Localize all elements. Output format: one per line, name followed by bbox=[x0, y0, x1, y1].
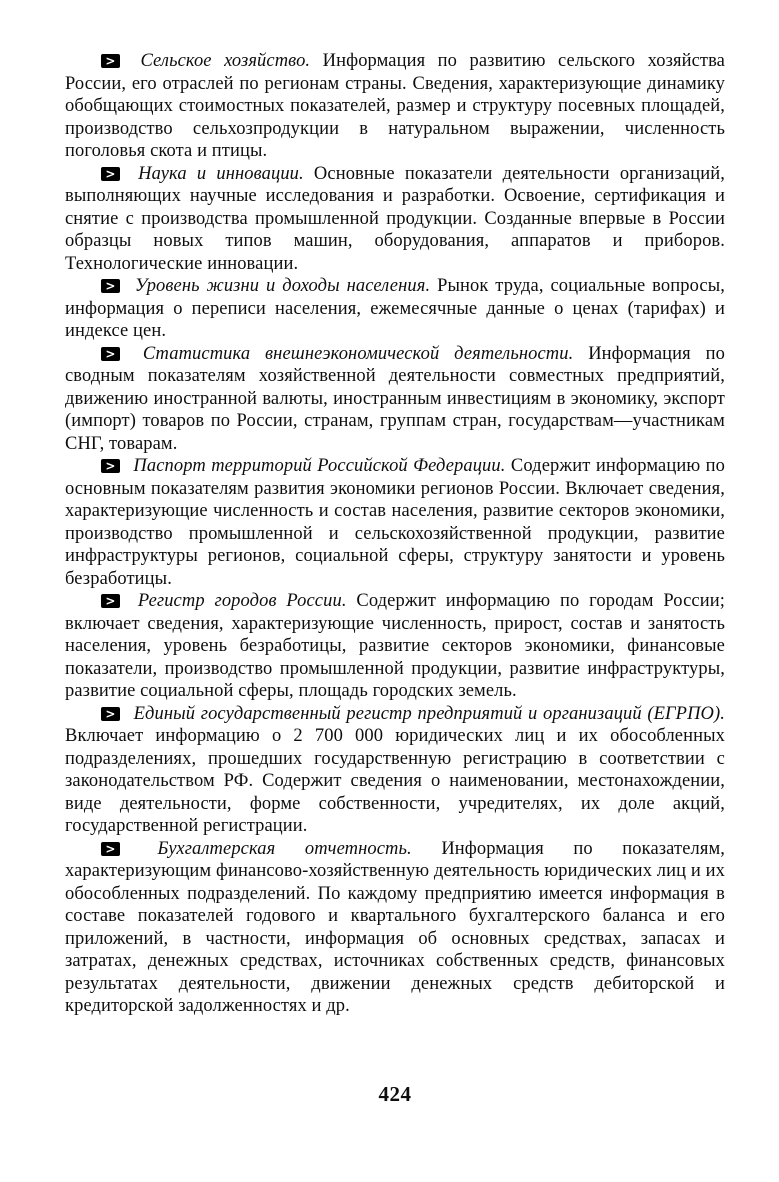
arrow-bullet-icon: > bbox=[101, 459, 120, 473]
paragraph-accounting-reports bbox=[65, 838, 725, 1018]
entry-title: Наука и инновации. bbox=[138, 163, 304, 184]
arrow-bullet-icon: > bbox=[101, 167, 120, 181]
paragraph-cities-register bbox=[65, 590, 725, 703]
arrow-bullet-icon: > bbox=[101, 594, 120, 608]
arrow-bullet-icon: > bbox=[101, 54, 120, 68]
entry-body: Содержит информацию по основным показателям развития экономики регионов России. Включает сведения, характеризующие численность и состав населения, развитие секторов экономики, производство промышленной и сельскохозяйственной продукции, развитие инфраструктуры регионов, социальной сферы, структуру занятости и уровень безработицы. bbox=[65, 456, 726, 589]
paragraph-living-standards bbox=[65, 275, 725, 343]
entry-title: Уровень жизни и доходы населения. bbox=[134, 276, 431, 296]
entry-body: Информация по сводным показателям хозяйственной деятельности совместных предприятий, движению иностранной валюты, иностранным инвестициям в экономику, экспорт (импорт) товаров по России, странам, группам стран, государствам—участникам СНГ, товарам. bbox=[65, 343, 725, 454]
paragraph-agriculture bbox=[65, 50, 725, 163]
arrow-bullet-icon: > bbox=[101, 707, 120, 721]
paragraph-egrpo-register bbox=[65, 703, 725, 838]
paragraph-science-innovation bbox=[65, 163, 725, 276]
entry-body: Содержит информацию по городам России; включает сведения, характеризующие численность, прирост, состав и занятость населения, уровень безработицы, развитие секторов экономики, финансовые показатели, производство промышленной продукции, развитие инфраструктуры, развитие социальной сферы, площадь городских земель. bbox=[65, 591, 725, 701]
arrow-bullet-icon: > bbox=[101, 347, 120, 361]
entry-title: Паспорт территорий Российской Федерации. bbox=[133, 456, 506, 476]
entry-title: Статистика внешнеэкономической деятельности. bbox=[142, 343, 574, 364]
paragraph-territory-passport bbox=[65, 455, 725, 590]
entry-body: Включает информацию о 2 700 000 юридических лиц и их обособленных подразделениях, прошедших государственную регистрацию в соответствии с законодательством РФ. Содержит сведения о наименовании, местонахождении, виде деятельности, форме собственности, учредителях, их доле акций, государственной регистрации. bbox=[65, 726, 725, 836]
entry-body: Информация по развитию сельского хозяйства России, его отраслей по регионам страны. Сведения, характеризующие динамику обобщающих стоимостных показателей, размер и структуру посевных площадей, производство сельхозпродукции в натуральном выражении, численность поголовья скота и птицы. bbox=[65, 51, 725, 161]
entry-title: Регистр городов России. bbox=[137, 591, 347, 611]
text-column bbox=[65, 50, 725, 1018]
paragraph-foreign-trade-statistics bbox=[65, 343, 725, 456]
entry-body: Рынок труда, социальные вопросы, информация о переписи населения, ежемесячные данные о ценах (тарифах) и индексе цен. bbox=[65, 276, 725, 341]
entry-title: Бухгалтерская отчетность. bbox=[157, 838, 412, 859]
arrow-bullet-icon: > bbox=[101, 279, 120, 293]
arrow-bullet-icon: > bbox=[101, 842, 120, 856]
entry-title: Сельское хозяйство. bbox=[140, 51, 311, 71]
entry-body: Информация по показателям, характеризующим финансово-хозяйственную деятельность юридических лиц и их обособленных подразделений. По каждому предприятию имеется информация в составе показателей годового и квартального бухгалтерского баланса и его приложений, в частности, информация об основных средствах, запасах и затратах, денежных средствах, источниках собственных средств, финансовых результатах деятельности, движении денежных средств дебиторской и кредиторской задолженностях и др. bbox=[65, 838, 725, 1016]
page-number: 424 bbox=[378, 1082, 412, 1106]
entry-title: Единый государственный регистр предприятий и организаций (ЕГРПО). bbox=[133, 703, 725, 724]
entry-body: Основные показатели деятельности организаций, выполняющих научные исследования и разработки. Освоение, сертификация и снятие с производства промышленной продукции. Созданные впервые в России образцы новых типов машин, оборудования, аппаратов и приборов. Технологические инновации. bbox=[65, 163, 725, 274]
